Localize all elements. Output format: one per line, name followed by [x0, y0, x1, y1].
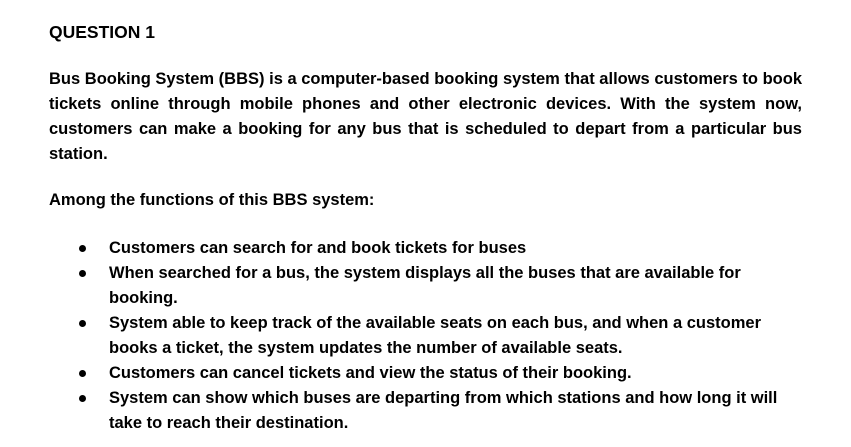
list-item	[49, 361, 802, 386]
list-item-text: Customers can cancel tickets and view the status of their booking.	[109, 364, 632, 382]
bullet-icon	[79, 270, 86, 277]
list-item	[49, 236, 802, 261]
bullet-icon	[79, 395, 86, 402]
list-item	[49, 261, 802, 311]
bullet-icon	[79, 320, 86, 327]
bullet-icon	[79, 370, 86, 377]
list-item-text: System can show which buses are departing from which stations and how long it will take to reach their destination.	[109, 389, 778, 432]
functions-lead-in: Among the functions of this BBS system:	[49, 191, 375, 209]
bullet-icon	[79, 245, 86, 252]
list-item	[49, 386, 802, 436]
functions-list	[49, 236, 802, 436]
list-item-text: Customers can search for and book tickets for buses	[109, 239, 527, 257]
list-item-text: When searched for a bus, the system displays all the buses that are available for booking.	[109, 264, 741, 307]
list-item-text: System able to keep track of the available seats on each bus, and when a customer books a ticket, the system updates the number of available seats.	[109, 314, 761, 357]
intro-paragraph: Bus Booking System (BBS) is a computer-based booking system that allows customers to book tickets online through mobile phones and other electronic devices. With the system now, customers can make a booking for any bus that is scheduled to depart from a particular bus station.	[49, 70, 802, 163]
question-heading: QUESTION 1	[49, 22, 155, 42]
list-item	[49, 311, 802, 361]
